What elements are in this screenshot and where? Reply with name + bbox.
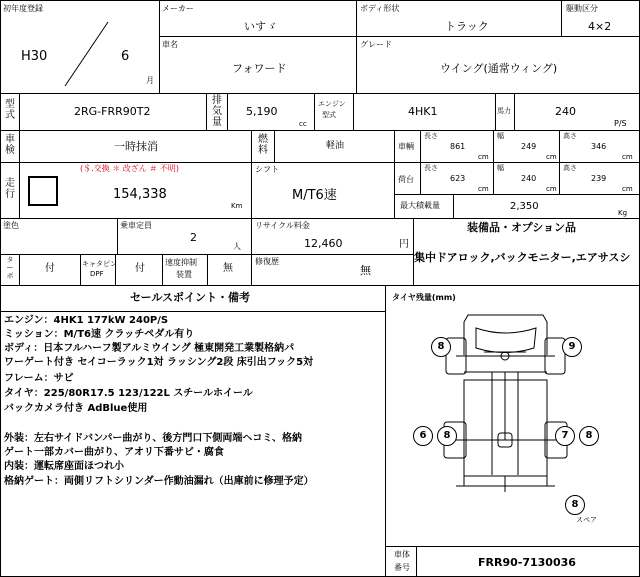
sales-point-line: フレーム：サビ: [4, 373, 74, 384]
inspection-value: 一時抹消: [114, 140, 158, 153]
equipment-value: 集中ドアロック,バックモニター,エアサスシ: [414, 251, 631, 264]
chassis-label-bottom: 番号: [394, 563, 410, 572]
tire-front-right: 9: [562, 337, 582, 357]
sales-point-line: ワーゲート付き セイコーラック1対 ラッシング2段 床引出フック5対: [4, 357, 314, 368]
registration-year: H30: [21, 49, 48, 64]
catalyst-label-bottom: DPF: [90, 270, 104, 278]
vehicle-length-value: 861: [450, 142, 466, 151]
cargo-width-value: 240: [521, 174, 537, 183]
grade-label: グレード: [360, 40, 392, 49]
tire-front-left: 8: [431, 337, 451, 357]
registration-month-unit: 月: [146, 76, 154, 85]
chassis-value: FRR90-7130036: [478, 556, 576, 569]
tire-rear-left-outer: 6: [413, 426, 433, 446]
vehicle-width-unit: cm: [546, 153, 557, 161]
capacity-unit: 人: [233, 242, 241, 251]
truck-outline: [386, 300, 639, 515]
sales-points-body: [4, 314, 384, 574]
cargo-height-label: 高さ: [563, 164, 577, 172]
mileage-checkbox: [28, 176, 58, 206]
maker-value: いすゞ: [244, 20, 277, 33]
chassis-label-top: 車体: [394, 550, 410, 559]
engine-model-label-top: エンジン: [318, 100, 346, 108]
registration-label: 初年度登録: [3, 4, 43, 13]
engine-model-value: 4HK1: [408, 105, 438, 118]
fuel-value: 軽油: [326, 141, 345, 151]
displacement-unit: cc: [299, 120, 307, 128]
vehicle-length-label: 長さ: [424, 132, 438, 140]
vehicle-width-value: 249: [521, 142, 537, 151]
turbo-value: 付: [45, 263, 55, 274]
repair-history-value: 無: [360, 264, 371, 277]
sales-point-line: タイヤ：225/80R17.5 123/122L スチールホイール: [4, 388, 253, 399]
max-load-value: 2,350: [510, 201, 539, 212]
type-label: 型式: [5, 99, 15, 121]
cargo-width-label: 幅: [497, 164, 504, 172]
sales-point-line: エンジン：4HK1 177kW 240P/S: [4, 315, 169, 326]
fuel-label: 燃料: [258, 134, 268, 156]
horsepower-value: 240: [555, 105, 576, 118]
inspection-label: 車検: [5, 134, 15, 156]
horsepower-label: 馬力: [497, 107, 511, 115]
registration-slash: [0, 0, 160, 94]
turbo-label: ターボ: [6, 256, 14, 280]
displacement-label: 排気量: [212, 95, 222, 128]
tire-rear-right-outer: 8: [579, 426, 599, 446]
max-load-value-cell: [453, 194, 640, 219]
horsepower-unit: P/S: [614, 119, 627, 128]
catalyst-value: 付: [135, 263, 145, 274]
sales-point-line: 格納ゲート：両側リフトシリンダー作動油漏れ（出庫前に修理予定）: [4, 476, 314, 487]
drive-label: 駆動区分: [566, 4, 598, 13]
vehicle-width-label: 幅: [497, 132, 504, 140]
vehicle-height-unit: cm: [622, 153, 633, 161]
sales-point-line: 外装：左右サイドバンパー曲がり、後方門口下側両端ヘコミ、格納: [4, 433, 302, 444]
recycle-label: リサイクル料金: [255, 221, 310, 230]
maker-label: メーカー: [162, 4, 194, 13]
cargo-length-unit: cm: [478, 185, 489, 193]
mileage-unit: Km: [231, 202, 243, 210]
max-load-label: 最大積載量: [400, 201, 440, 210]
tire-title: タイヤ残量(mm): [392, 293, 456, 302]
cargo-length-label: 長さ: [424, 164, 438, 172]
cargo-dims-label: 荷台: [398, 175, 414, 184]
catalyst-label-top: キャタピン: [82, 260, 117, 268]
body-type-label: ボディ形状: [360, 4, 400, 13]
mileage-note: (＄.交換 ＊ 改ざん ＃ 不明): [80, 164, 179, 173]
engine-model-label-bottom: 型式: [322, 111, 336, 119]
speed-limiter-label-bottom: 装置: [176, 270, 192, 279]
vehicle-height-value: 346: [591, 142, 607, 151]
body-type-value: トラック: [445, 20, 489, 33]
speed-limiter-value: 無: [223, 263, 233, 274]
cargo-height-value: 239: [591, 174, 607, 183]
cargo-width-unit: cm: [546, 185, 557, 193]
max-load-unit: Kg: [618, 209, 628, 217]
equipment-title: 装備品・オプション品: [467, 221, 577, 234]
tire-rear-left-inner: 8: [437, 426, 457, 446]
cargo-height-unit: cm: [622, 185, 633, 193]
recycle-unit: 円: [399, 239, 409, 250]
vehicle-length-unit: cm: [478, 153, 489, 161]
repair-history-label: 修復歴: [255, 257, 279, 266]
shift-value: M/T6速: [292, 188, 337, 203]
capacity-value: 2: [190, 231, 197, 244]
color-label: 塗色: [3, 221, 19, 230]
vehicle-dims-label: 車輌: [398, 142, 414, 151]
model-name-value: フォワード: [232, 62, 287, 75]
shift-label: シフト: [255, 165, 279, 174]
tire-spare: 8: [565, 495, 585, 515]
sales-point-line: バックカメラ付き AdBlue使用: [4, 403, 148, 414]
sales-point-line: ボディ：日本フルハーフ製アルミウイング 極東開発工業製格納パ: [4, 343, 295, 354]
sales-point-line: ミッション：M/T6速 クラッチペダル有り: [4, 329, 195, 340]
capacity-label: 乗車定員: [120, 221, 152, 230]
speed-limiter-label-top: 速度抑制: [165, 258, 197, 267]
equipment-clip: [414, 250, 639, 266]
sales-points-title: セールスポイント・備考: [130, 291, 251, 304]
vehicle-height-label: 高さ: [563, 132, 577, 140]
model-name-label: 車名: [162, 40, 178, 49]
recycle-value: 12,460: [304, 237, 343, 250]
tire-rear-right-inner: 7: [555, 426, 575, 446]
mileage-label: 走行: [5, 178, 15, 200]
mileage-value: 154,338: [113, 187, 167, 202]
tire-spare-label: スペア: [576, 516, 597, 524]
registration-month: 6: [121, 49, 130, 64]
type-value: 2RG-FRR90T2: [74, 105, 151, 118]
grade-value: ウイング(通常ウィング): [440, 62, 558, 75]
sales-point-line: ゲート一部カバー曲がり、アオリ下番サビ・腐食: [4, 447, 224, 458]
sales-point-line: 内装：運転席座面ほつれ小: [4, 461, 124, 472]
drive-value: 4×2: [588, 20, 612, 33]
displacement-value: 5,190: [246, 105, 278, 118]
cargo-length-value: 623: [450, 174, 466, 183]
